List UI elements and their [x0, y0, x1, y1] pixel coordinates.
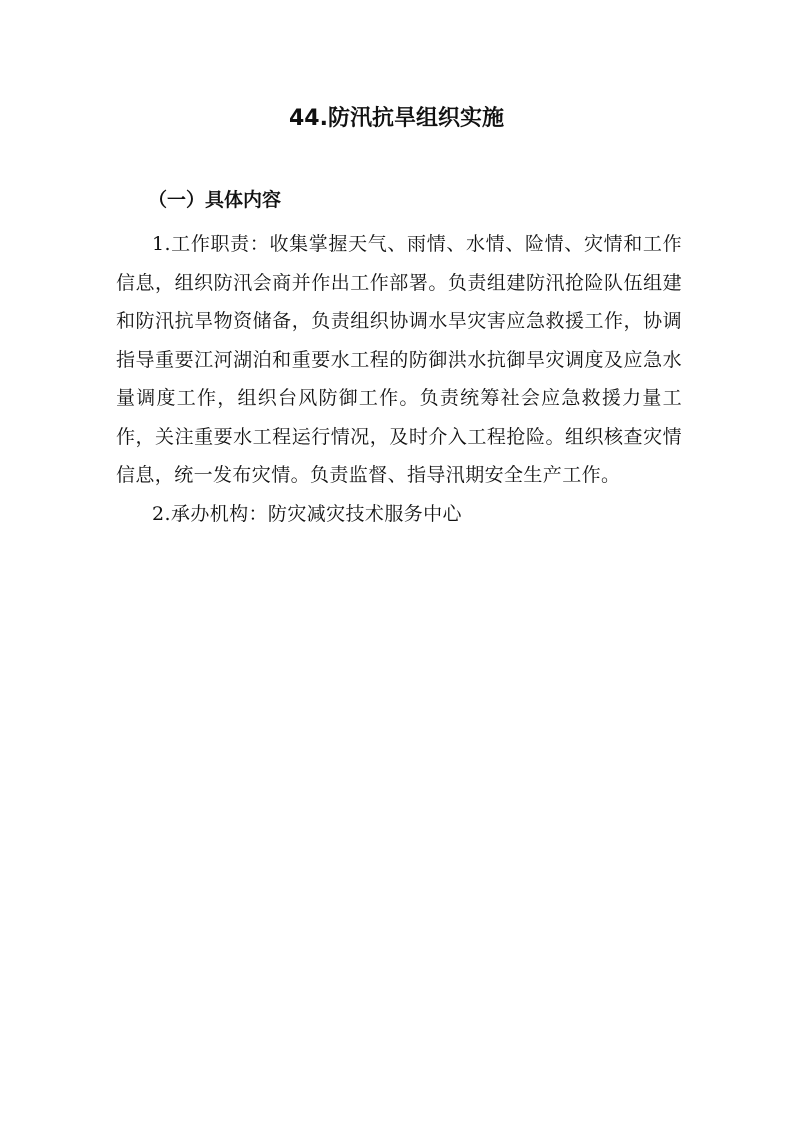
section-heading: （一）具体内容	[148, 189, 282, 211]
paragraph-organizer: 2.承办机构：防灾减灾技术服务中心	[152, 502, 462, 525]
paragraph-responsibilities: 1.工作职责：收集掌握天气、雨情、水情、险情、灾情和工作信息，组织防汛会商并作出工作部署。负责组建防汛抢险队伍组建和防汛抗旱物资储备，负责组织协调水旱灾害应急救援工作，协调指导重要江河湖泊和重要水工程的防御洪水抗御旱灾调度及应急水量调度工作，组织台风防御工作。负责统筹社会应急救援力量工作，关注重要水工程运行情况，及时介入工程抢险。组织核查灾情信息，统一发布灾情。负责监督、指导汛期安全生产工作。	[116, 233, 682, 486]
document-body	[116, 225, 682, 533]
document-title: 44.防汛抗旱组织实施	[289, 106, 504, 131]
